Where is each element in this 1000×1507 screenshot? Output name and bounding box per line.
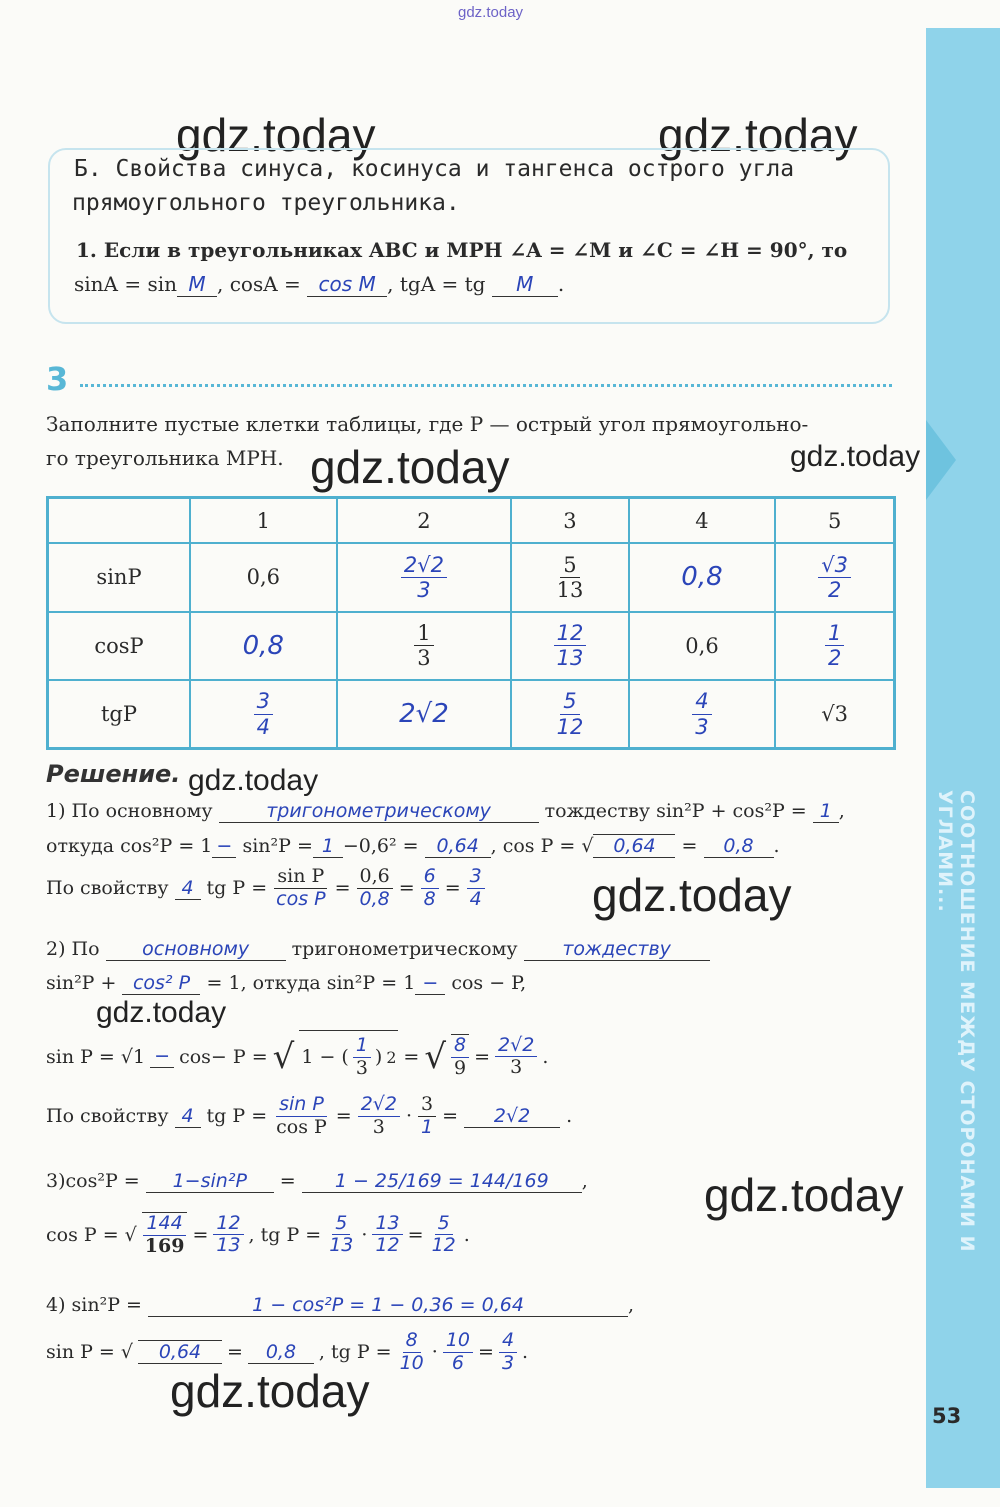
table-header: 3 xyxy=(511,498,628,544)
fraction xyxy=(372,1213,402,1258)
solution-1-line-2: откуда cos²P = 1 − sin²P = 1 −0,6² = 0,64 , cos P = √ 0,64 = 0,8 . xyxy=(46,835,780,857)
handwritten-answer: 0,64 xyxy=(138,1340,222,1364)
handwritten-answer: 1 xyxy=(813,800,839,823)
handwritten-answer: 0,64 xyxy=(593,834,675,858)
numerator: 1 xyxy=(414,621,433,646)
fraction xyxy=(495,1035,537,1080)
numerator: 5 xyxy=(560,689,579,714)
fraction xyxy=(499,1330,517,1375)
fraction xyxy=(401,553,447,602)
table-header-row xyxy=(48,498,895,544)
side-tab-arrow xyxy=(926,420,956,500)
fraction xyxy=(451,1034,469,1080)
text: , tg P = xyxy=(248,1223,322,1246)
numerator: 13 xyxy=(372,1213,402,1236)
text: 2) По xyxy=(46,938,100,960)
denominator: 13 xyxy=(556,646,584,671)
watermark: gdz.today xyxy=(170,1365,370,1417)
text: tg P = xyxy=(206,877,268,900)
numerator: 144 xyxy=(143,1213,185,1236)
fraction xyxy=(418,1094,436,1139)
denominator: 8 xyxy=(423,887,436,910)
numerator: sin P xyxy=(274,866,327,889)
handwritten-answer: 4 xyxy=(175,1105,201,1128)
text: По свойству xyxy=(46,1105,169,1128)
denominator: 2 xyxy=(827,646,842,671)
solution-3-line-1: 3)cos²P = 1−sin²P = 1 − 25/169 = 144/169 , xyxy=(46,1170,588,1192)
numerator: 10 xyxy=(443,1330,473,1353)
handwritten-answer: 0,64 xyxy=(425,835,491,858)
exercise-divider xyxy=(80,384,892,387)
section-b-item1: 1. Если в треугольниках ABC и MPH ∠A = ∠M и ∠C = ∠H = 90°, то xyxy=(76,238,848,262)
solution-2-line-1 xyxy=(46,938,710,961)
row-label: cosP xyxy=(48,612,191,680)
fraction xyxy=(467,866,485,911)
denominator: 3 xyxy=(417,646,431,671)
numerator: 3 xyxy=(418,1094,436,1117)
values-table xyxy=(46,496,896,750)
denominator: 12 xyxy=(375,1234,400,1257)
numerator: sin P xyxy=(276,1094,327,1117)
text: тождеству sin²P + cos²P = xyxy=(544,800,807,822)
text: sin²P + xyxy=(46,972,117,994)
text: 3)cos²P = xyxy=(46,1170,140,1192)
handwritten-answer: 4 xyxy=(175,877,201,900)
denominator: 3 xyxy=(372,1115,385,1138)
denominator: 1 xyxy=(421,1115,434,1138)
text: 1) По основному xyxy=(46,800,213,822)
denominator: 3 xyxy=(695,714,709,739)
text: = 1, откуда sin²P = 1 xyxy=(206,972,416,994)
cell-value: 2√2 xyxy=(399,699,449,730)
row-label: sinP xyxy=(48,543,191,611)
cell-value: 0,8 xyxy=(681,562,723,593)
watermark: gdz.today xyxy=(592,869,792,921)
fraction xyxy=(326,1213,356,1258)
watermark: gdz.today xyxy=(704,1169,904,1221)
handwritten-answer: cos M xyxy=(307,272,387,297)
fraction xyxy=(357,866,393,911)
fraction xyxy=(213,1213,243,1258)
exercise-task-2: го треугольника MPH. xyxy=(46,446,284,470)
text: , cos P = √ xyxy=(490,835,594,857)
table-row xyxy=(48,543,895,611)
cell-value: √3 xyxy=(821,702,849,727)
solution-4-line-2: sin P = √ 0,64 = 0,8 , tg P = $\frac{8}{10}$ · $\frac{10}{6}$ = $\frac{4}{3}$ . xyxy=(46,1329,529,1374)
numerator: 1 xyxy=(825,621,844,646)
table-cell xyxy=(775,612,894,680)
denominator: 3 xyxy=(355,1056,368,1079)
table-cell xyxy=(629,680,776,748)
solution-heading: Решение. xyxy=(46,760,181,788)
text: откуда cos²P = 1 xyxy=(46,835,213,857)
watermark: gdz.today xyxy=(176,109,376,161)
fraction xyxy=(429,1213,459,1258)
denominator: 4 xyxy=(256,714,270,739)
fraction xyxy=(421,866,439,911)
watermark: gdz.today xyxy=(310,441,510,493)
numerator: 1 xyxy=(353,1035,371,1058)
text: , tgA = tg xyxy=(387,272,486,296)
text: тригонометрическому xyxy=(291,938,518,960)
cell-value: 0,6 xyxy=(246,565,280,590)
handwritten-answer: 1 − cos²P = 1 − 0,36 = 0,64 xyxy=(148,1294,628,1317)
numerator: 2√2 xyxy=(358,1094,400,1117)
watermark: gdz.today xyxy=(188,764,319,797)
table-cell xyxy=(629,543,776,611)
denominator: 3 xyxy=(417,577,431,602)
sqrt-sign: √ xyxy=(272,1036,295,1077)
fraction xyxy=(142,1212,188,1258)
denominator: 12 xyxy=(431,1234,456,1257)
table-cell xyxy=(337,680,512,748)
handwritten-answer: основному xyxy=(106,938,286,961)
fraction xyxy=(254,689,273,738)
watermark: gdz.today xyxy=(96,996,227,1029)
denominator: 12 xyxy=(556,714,584,739)
table-row xyxy=(48,612,895,680)
numerator: 5 xyxy=(435,1213,453,1236)
denominator: 6 xyxy=(451,1351,464,1374)
numerator: 8 xyxy=(451,1035,469,1058)
solution-2-line-3: sin P = √1 − cos− P = √ 1 − ( $\frac{1}{3}$ ) 2 = √ $\frac{8}{9}$ = $\frac{2√2}{3}$ . xyxy=(46,1030,548,1084)
text: cos P = √ xyxy=(46,1223,137,1246)
handwritten-answer: 2√2 xyxy=(464,1105,560,1128)
table-cell xyxy=(629,612,776,680)
fraction xyxy=(397,1330,427,1375)
numerator: 5 xyxy=(560,553,579,578)
page-number: 53 xyxy=(932,1404,962,1428)
fraction xyxy=(443,1330,473,1375)
denominator: cos P xyxy=(276,1115,327,1138)
table-cell xyxy=(775,543,894,611)
text: cos− P = xyxy=(179,1045,268,1068)
handwritten-answer: − xyxy=(212,835,236,858)
denominator: cos P xyxy=(276,887,326,910)
fraction xyxy=(273,1094,330,1139)
fraction xyxy=(825,621,844,670)
table-header: 1 xyxy=(190,498,337,544)
text: sinA = sin xyxy=(74,272,177,296)
cell-value: 0,8 xyxy=(242,630,284,661)
table-cell xyxy=(775,680,894,748)
section-b-title: Б. Свойства синуса, косинуса и тангенса острого угла xyxy=(74,156,795,182)
numerator: 0,6 xyxy=(357,866,393,889)
text: 4) sin²P = xyxy=(46,1294,142,1316)
denominator: 4 xyxy=(469,887,482,910)
fraction xyxy=(818,553,851,602)
fraction xyxy=(414,621,433,670)
denominator: 9 xyxy=(454,1056,467,1079)
handwritten-answer: cos² P xyxy=(122,972,200,995)
side-tab-label: СООТНОШЕНИЕ МЕЖДУ СТОРОНАМИ И УГЛАМИ... xyxy=(934,790,978,1253)
fraction xyxy=(554,621,587,670)
table-cell xyxy=(337,543,512,611)
text: cos − P, xyxy=(451,972,527,994)
table-header: 2 xyxy=(337,498,512,544)
numerator: 12 xyxy=(554,621,587,646)
numerator: 3 xyxy=(467,866,485,889)
row-label: tgP xyxy=(48,680,191,748)
solution-1-line-3: По свойству 4 tg P = $\frac{\text{sin P}}{\text{cos P}}$ = $\frac{0,6}{0,8}$ = $\frac{6}{8}$ = $\frac{3}{4}$ xyxy=(46,866,485,911)
handwritten-answer: тождеству xyxy=(524,938,710,961)
table-header: 5 xyxy=(775,498,894,544)
text: , cosA = xyxy=(217,272,301,296)
watermark: gdz.today xyxy=(658,109,858,161)
solution-3-line-2: cos P = √ $\frac{144}{169}$ = $\frac{12}{13}$ , tg P = $\frac{5}{13}$ · $\frac{13}{12}$ = $\frac{5}{12}$ . xyxy=(46,1211,470,1257)
solution-4-line-1: 4) sin²P = 1 − cos²P = 1 − 0,36 = 0,64 , xyxy=(46,1294,635,1316)
text: −0,6² = xyxy=(342,835,419,857)
numerator: 5 xyxy=(332,1213,350,1236)
cell-value: 0,6 xyxy=(685,633,719,658)
text: . xyxy=(557,272,565,296)
exercise-number: 3 xyxy=(46,360,69,398)
table-row xyxy=(48,680,895,748)
text: , tg P = xyxy=(318,1341,392,1364)
sqrt-body: 1 − ( $\frac{1}{3}$ ) 2 xyxy=(299,1030,398,1084)
fraction xyxy=(692,689,711,738)
table-cell xyxy=(337,612,512,680)
denominator: 2 xyxy=(827,577,842,602)
numerator: 4 xyxy=(692,689,711,714)
handwritten-answer: тригонометрическому xyxy=(219,800,539,823)
denominator: 13 xyxy=(216,1234,241,1257)
solution-1-line-1: 1) По основному тригонометрическому тождеству sin²P + cos²P = 1 , xyxy=(46,800,845,822)
denominator: 169 xyxy=(144,1234,185,1257)
fraction xyxy=(554,689,587,738)
text: sin²P = xyxy=(242,835,313,857)
denominator: 13 xyxy=(556,577,584,602)
numerator: 8 xyxy=(403,1330,421,1353)
section-b-title-2: прямоугольного треугольника. xyxy=(72,190,460,216)
text: tg P = xyxy=(206,1105,268,1128)
table-cell xyxy=(190,680,337,748)
denominator: 3 xyxy=(510,1056,523,1079)
numerator: 12 xyxy=(213,1213,243,1236)
section-b-item1-formula xyxy=(74,272,564,297)
sqrt-sign: √ xyxy=(424,1036,446,1077)
handwritten-answer: 0,8 xyxy=(248,1341,314,1364)
handwritten-answer: M xyxy=(492,272,558,297)
solution-2-line-2 xyxy=(46,972,526,995)
solution-2-line-4: По свойству 4 tg P = $\frac{\text{sin P}}{\text{cos P}}$ = $\frac{2√2}{3}$ · $\frac{3}{1}$ = 2√2 . xyxy=(46,1093,573,1138)
numerator: 6 xyxy=(421,866,439,889)
text: = xyxy=(681,835,698,857)
handwritten-answer: M xyxy=(177,272,217,297)
table-cell xyxy=(511,612,628,680)
handwritten-answer: 0,8 xyxy=(704,835,774,858)
fraction xyxy=(353,1035,371,1080)
text: sin P = √ xyxy=(46,1341,133,1364)
numerator: 2√2 xyxy=(401,553,447,578)
fraction xyxy=(554,553,587,602)
denominator: 13 xyxy=(329,1234,354,1257)
table-cell xyxy=(511,680,628,748)
watermark-top: gdz.today xyxy=(458,4,524,21)
handwritten-answer: 1 xyxy=(313,835,343,858)
text: По свойству xyxy=(46,877,169,900)
exercise-task: Заполните пустые клетки таблицы, где P — острый угол прямоугольно- xyxy=(46,412,809,436)
numerator: 2√2 xyxy=(495,1035,537,1058)
table-cell xyxy=(511,543,628,611)
table-cell xyxy=(190,612,337,680)
text: sin P = √1 xyxy=(46,1045,146,1068)
denominator: 0,8 xyxy=(359,887,390,910)
handwritten-answer: − xyxy=(150,1045,174,1068)
numerator: √3 xyxy=(818,553,851,578)
watermark: gdz.today xyxy=(790,440,921,473)
handwritten-answer: − xyxy=(415,972,445,995)
denominator: 10 xyxy=(399,1351,424,1374)
table-cell xyxy=(190,543,337,611)
denominator: 3 xyxy=(501,1351,515,1374)
numerator: 4 xyxy=(499,1330,517,1353)
handwritten-answer: 1 − 25/169 = 144/169 xyxy=(302,1170,582,1193)
fraction xyxy=(273,866,328,911)
handwritten-answer: 1−sin²P xyxy=(146,1170,274,1193)
table-header: 4 xyxy=(629,498,776,544)
numerator: 3 xyxy=(254,689,273,714)
fraction xyxy=(358,1094,400,1139)
table-header xyxy=(48,498,191,544)
